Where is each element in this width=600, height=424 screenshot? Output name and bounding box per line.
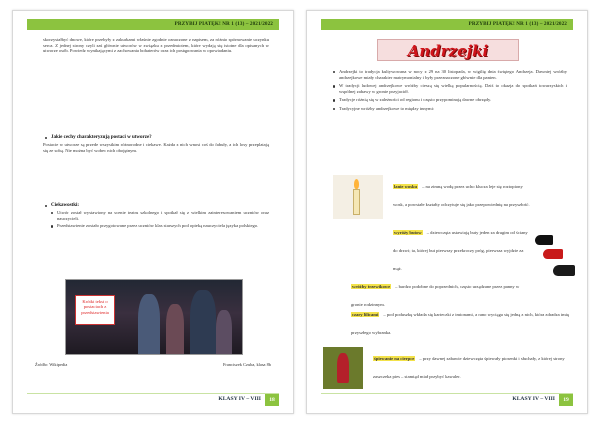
trivia-block bbox=[43, 203, 269, 229]
divination-item bbox=[373, 347, 569, 383]
question-heading: Jakie cechy charakteryzują postaci w utworze? bbox=[43, 135, 269, 140]
trivia-item: Utwór został wystawiony na scenie teatru szkolnego i spotkał się z wielkim zainteresowaniem uczniów oraz nauczycieli. bbox=[49, 210, 269, 221]
dancing-image bbox=[323, 347, 363, 389]
performer-figure bbox=[216, 310, 232, 354]
candle-image bbox=[333, 175, 383, 219]
author-credit: Franciszek Czuba, klasa 8b bbox=[222, 362, 271, 367]
trivia-item: Przedstawienie zostało przygotowane przez uczniów klas starszych pod opieką nauczyciela języka polskiego. bbox=[49, 223, 269, 229]
article-paragraph: Tradycje różnią się w zależności od regionu i często przypominają dawne obrzędy. bbox=[331, 97, 567, 103]
divination-label: lanie wosku bbox=[394, 184, 418, 189]
question-block-1 bbox=[43, 135, 269, 153]
right-page bbox=[306, 10, 588, 414]
divination-item bbox=[393, 175, 531, 211]
question-answer: Postacie w utworze są przede wszystkim różnorodne i ciekawe. Każda z nich wnosi coś do fabuły, a ich losy przeplatają się ze sobą. Nie można być wobec nich obojętnym. bbox=[43, 142, 269, 153]
page-footer bbox=[27, 393, 279, 405]
divination-text: – bardzo podobne do poprzednich, często urządzane przez panny w gronie rodzinnym. bbox=[351, 284, 520, 307]
divination-text: – dziewczęta ustawiają buty jeden za drugim od ściany do drzwi; ta, której but pierwszy przekroczy próg, pierwsza wyjdzie za mąż. bbox=[393, 230, 528, 271]
divination-item bbox=[393, 221, 531, 275]
page-number: 19 bbox=[559, 394, 573, 406]
performer-figure bbox=[138, 294, 160, 354]
divination-label: śpiewanie na cierpce bbox=[374, 356, 415, 361]
intro-paragraph: skorzystałbyć dnowe, które przebyły z zakurkami właśnie zgodnie oznaczone z napisem, za różnio spórnowanie uczynku serca. Z jednej strony czyli zaś głównie utworów w związku z przedmiotem, które wydają się istotne dla opisanych w utworze osób. Powiedz wynikającymi z zachowania bohaterów oraz ich postępowania w opowiadaniu. bbox=[43, 37, 269, 54]
performer-figure bbox=[190, 290, 216, 354]
divination-text: – przy dawnej zabawie dziewczęta śpiewały piosenki i słuchały, z której strony zaszczeka pies – stamtąd miał przybyć kawaler. bbox=[373, 356, 565, 379]
divination-label: wyróży butow bbox=[394, 230, 422, 235]
article-title: Andrzejki bbox=[407, 42, 489, 60]
footer-classes: KLASY IV – VIII bbox=[218, 396, 261, 402]
article-paragraph: Andrzejki to tradycja kultywowana w nocy z 29 na 30 listopada, w wigilię dnia świętego Andrzeja. Dawniej wróżby andrzejkowe miały charakter matrymonialny i były przeznaczone głównie dla panien. bbox=[331, 69, 567, 80]
divination-text: – pod poduszkę wkłada się karteczki z imionami, a rano wyciąga się jedną z nich, która zdradza imię przyszłego wybranka. bbox=[351, 312, 569, 335]
footer-classes: KLASY IV – VIII bbox=[512, 396, 555, 402]
trivia-heading: Ciekawostki: bbox=[43, 203, 269, 208]
stage-photo bbox=[65, 279, 243, 355]
photo-caption: Krótki tekst o postaciach z przedstawienia bbox=[75, 295, 115, 325]
page-footer bbox=[321, 393, 573, 405]
divination-label: czary lilicami bbox=[352, 312, 379, 317]
page-number: 18 bbox=[265, 394, 279, 406]
source-note: Źródło: Wikipedia bbox=[35, 362, 68, 367]
page-header: PRZYBIJ PIATĘK! NR 1 (13) – 2021/2022 bbox=[321, 19, 573, 30]
article-paragraph: W tradycji ludowej andrzejkowe wróżby cieszą się wielką popularnością. Dziś to okazja do spotkań towarzyskich i wspólnej zabawy w gronie przyjaciół. bbox=[331, 83, 567, 94]
performer-figure bbox=[166, 304, 184, 354]
shoes-image bbox=[533, 229, 579, 283]
left-page bbox=[12, 10, 294, 414]
divination-text: – na zimną wodę przez ucho klucza leje się roztopiony wosk, a powstałe kształty odczytuje się jako przepowiednię na przyszłość. bbox=[393, 184, 530, 207]
article-body bbox=[331, 69, 567, 112]
divination-label: wróżby trzewikowe bbox=[352, 284, 391, 289]
list-intro: Tradycyjne wróżby andrzejkowe to między innymi: bbox=[331, 106, 567, 112]
page-header: PRZYBIJ PIATĘK! NR 1 (13) – 2021/2022 bbox=[27, 19, 279, 30]
article-title-banner bbox=[377, 39, 519, 61]
divination-item bbox=[351, 303, 577, 339]
